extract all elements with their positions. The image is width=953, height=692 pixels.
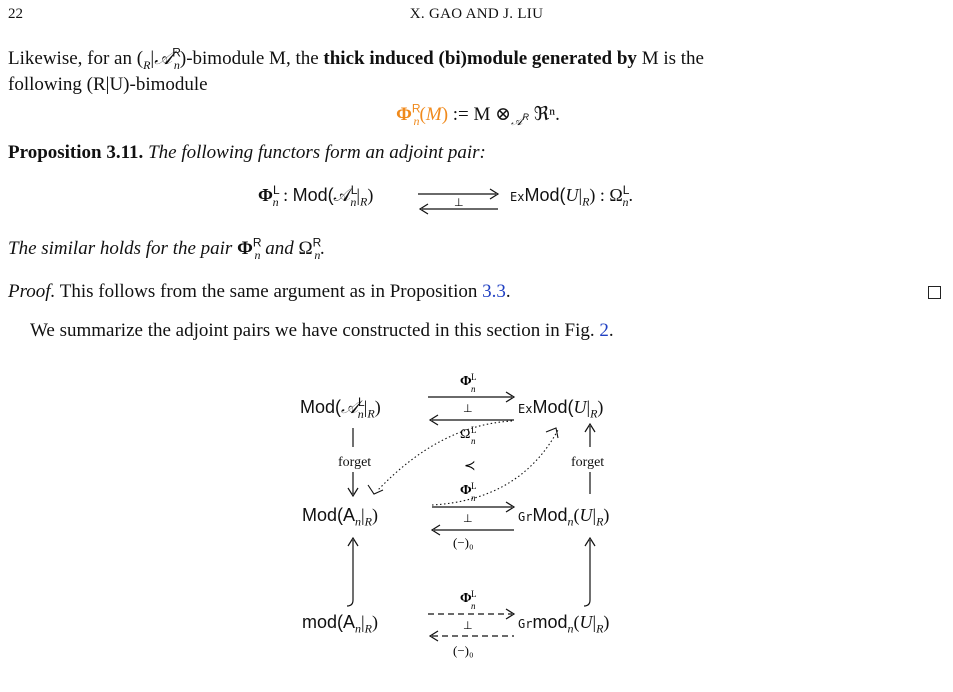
paragraph-intro: Likewise, for an $(_R|𝒜^R_n)$-bimodule M, the thick induced (bi)module generated by M is the — [8, 45, 704, 72]
running-head: X. GAO AND J. LIU — [409, 6, 544, 22]
svg-text:n: n — [471, 493, 476, 503]
node-gr-mod-lower-U: $Grmod_n(U|_R)$ — [518, 612, 610, 636]
mod-A-text: Mod(𝒜 — [292, 185, 351, 205]
text: The similar holds for the pair — [8, 238, 233, 259]
text: We summarize the adjoint pairs we have constructed in this section in Fig. — [30, 320, 595, 341]
figure-link[interactable]: 2 — [599, 320, 609, 341]
label-forget-left: forget — [338, 455, 372, 470]
bold-term: thick induced (bi)module generated by — [323, 48, 637, 69]
text: Likewise, for an ( — [8, 48, 144, 69]
phi-symbol: Φ — [396, 104, 412, 125]
text: and — [265, 238, 294, 259]
dotted-curve-right — [432, 430, 558, 505]
svg-text:n: n — [471, 601, 476, 611]
label-omega: Ω — [460, 427, 471, 442]
dotted-curve-left — [378, 421, 512, 490]
perp-top: ⊥ — [463, 403, 473, 415]
equation-tail: ℜⁿ. — [533, 104, 560, 125]
commute-mark: ≺ — [464, 459, 476, 474]
proposition-link[interactable]: 3.3 — [482, 281, 506, 302]
proposition-label: Proposition 3.11. — [8, 142, 144, 163]
paragraph-intro-line2: following (R|U)-bimodule — [8, 74, 208, 95]
proof: Proof. This follows from the same argument as in Proposition 3.3. — [8, 281, 511, 302]
svg-text:n: n — [471, 384, 476, 394]
similar-statement: The similar holds for the pair $\Phi^R_n$ and $\Omega^R_n$. — [8, 235, 326, 262]
label-zero-middle: (−)₀ — [453, 535, 474, 550]
perp-symbol: ⊥ — [454, 197, 464, 209]
node-mod-A-n: $Mod(A_n|_R)$ — [302, 505, 378, 529]
page-number: 22 — [8, 6, 23, 22]
label-forget-right: forget — [571, 455, 605, 470]
label-phi-bottom: Φ — [460, 591, 472, 606]
node-mod-A-L: $Mod(𝒜^L_n|_R)$ — [300, 395, 381, 421]
svg-text:L: L — [471, 425, 477, 435]
svg-text:L: L — [471, 372, 477, 382]
node-ex-mod-U: $ExMod(U|_R)$ — [518, 397, 604, 421]
summary-text: We summarize the adjoint pairs we have constructed in this section in Fig. 2. — [30, 320, 614, 341]
svg-text:n: n — [471, 436, 476, 446]
label-zero-bottom: (−)₀ — [453, 643, 474, 658]
node-mod-lower-A: $mod(A_n|_R)$ — [302, 612, 378, 636]
svg-text:L: L — [471, 481, 477, 491]
proof-label: Proof. — [8, 281, 56, 302]
proof-text: This follows from the same argument as in Proposition — [59, 281, 478, 302]
label-phi-middle: Φ — [460, 483, 472, 498]
node-gr-mod-U: $GrMod_n(U|_R)$ — [518, 505, 610, 529]
equation-phi-R: $\Phi^R_n(M)$ := M $\otimes_{𝒜^R}$ ℜⁿ. — [396, 101, 560, 128]
phi-symbol: Φ — [258, 185, 273, 205]
proposition-statement: The following functors form an adjoint pair: — [148, 142, 486, 163]
text: M is the — [636, 48, 704, 69]
svg-text:L: L — [471, 589, 477, 599]
svg-text:⊥: ⊥ — [463, 620, 473, 632]
svg-text:⊥: ⊥ — [463, 513, 473, 525]
adjoint-pair-display: $\Phi^L_n$ : $Mod(𝒜^L_n|_R)$ — [258, 183, 374, 209]
ex-mod-text: $ExMod(U|_R)$ : $\Omega^L_n$. — [510, 183, 633, 209]
equation-rhs: := M ⊗ — [452, 104, 512, 125]
label-phi-top: Φ — [460, 374, 472, 389]
text: -bimodule M, the — [186, 48, 324, 69]
